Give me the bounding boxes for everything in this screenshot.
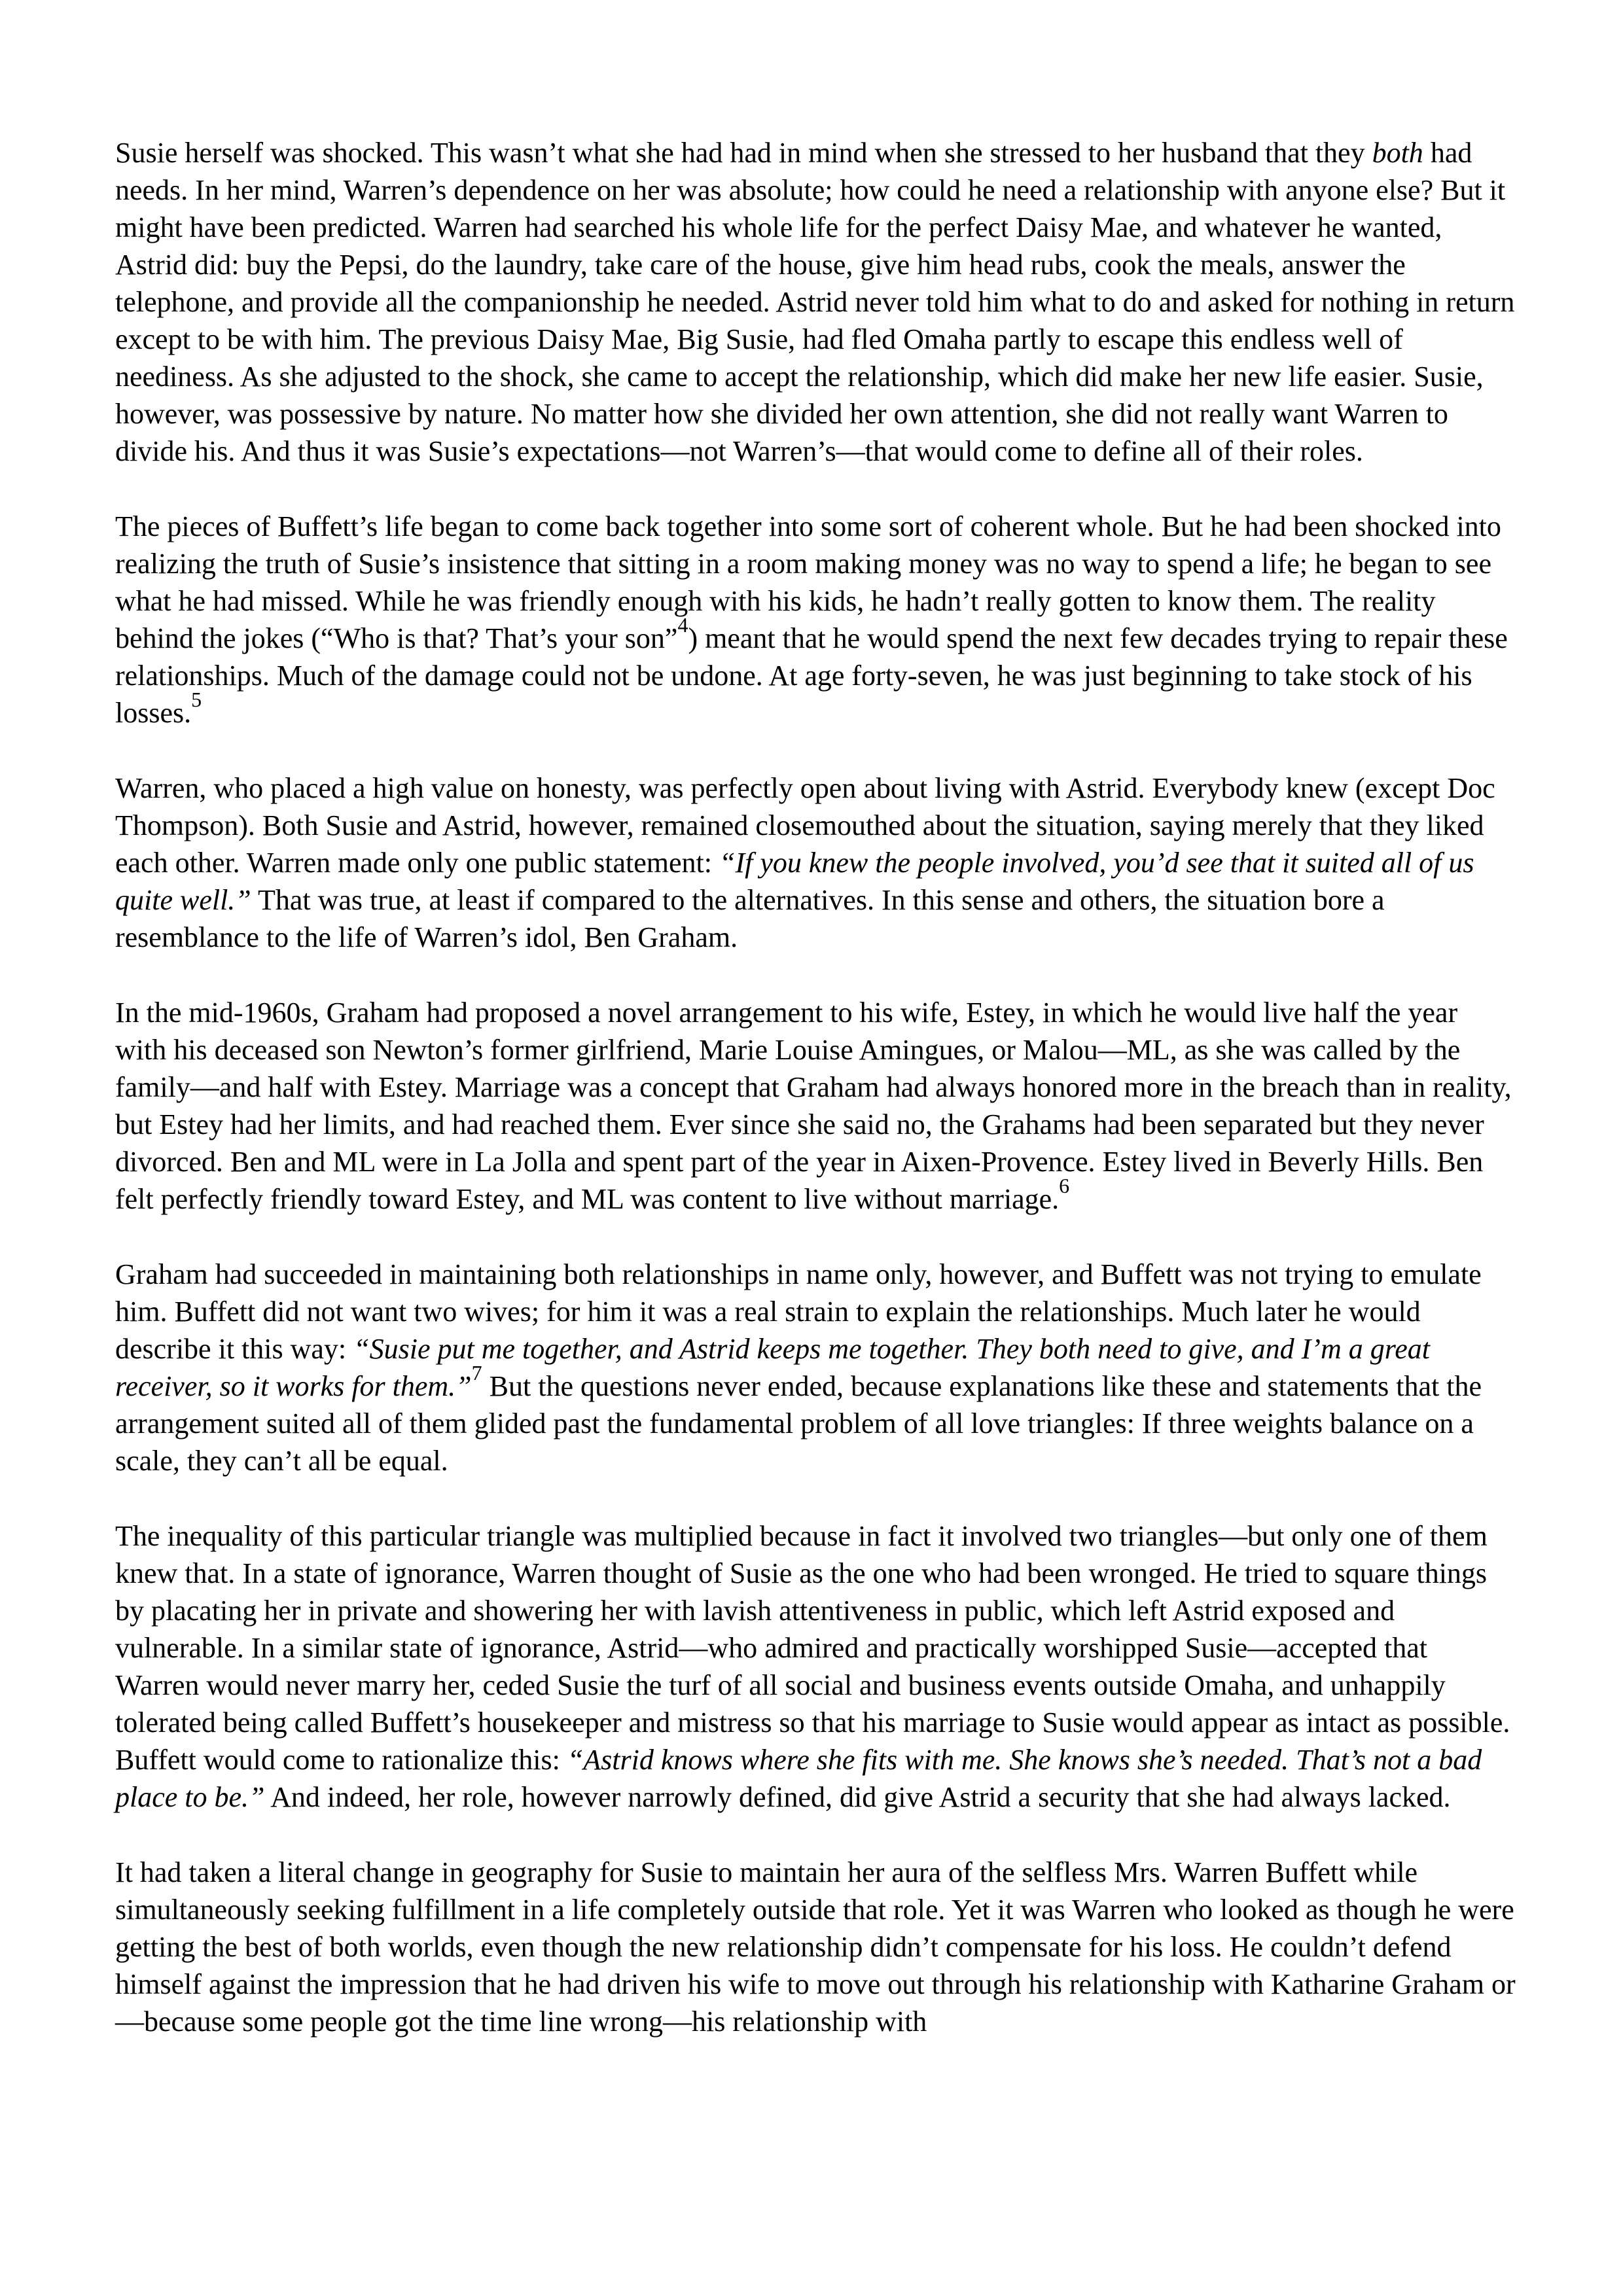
body-paragraph xyxy=(115,1854,1516,2040)
text-run: And indeed, her role, however narrowly defined, did give Astrid a security that she had always lacked. xyxy=(264,1781,1451,1813)
body-paragraph xyxy=(115,994,1516,1218)
text-run: Warren, who placed a high value on honesty, was perfectly open about living with Astrid. Everybody knew (except Doc Thompson). Both Susie and Astrid, however, remained closemouthed about the situation, saying merely that they liked each other. Warren made only one public statement: xyxy=(115,772,1495,879)
text-run: That was true, at least if compared to the alternatives. In this sense and others, the situation bore a resemblance to the life of Warren’s idol, Ben Graham. xyxy=(115,884,1385,953)
body-paragraph xyxy=(115,1256,1516,1479)
footnote-marker: 4 xyxy=(677,613,688,637)
footnote-marker: 5 xyxy=(191,688,202,711)
text-run: Susie herself was shocked. This wasn’t what she had had in mind when she stressed to her husband that they xyxy=(115,137,1372,169)
italic-text: both xyxy=(1372,137,1423,169)
text-run: ) meant that he would spend the next few decades trying to repair these relationships. Much of the damage could not be undone. At age forty-seven, he was just beginning to take stock of his losses. xyxy=(115,622,1508,729)
footnote-marker: 6 xyxy=(1059,1174,1070,1197)
text-run: But the questions never ended, because explanations like these and statements that the arrangement suited all of them glided past the fundamental problem of all love triangles: If three weights balance on a scale, they can’t all be equal. xyxy=(115,1370,1482,1477)
body-paragraph xyxy=(115,134,1516,470)
text-run: The pieces of Buffett’s life began to come back together into some sort of coherent whole. But he had been shocked into realizing the truth of Susie’s insistence that sitting in a room making money was no way to spend a life; he began to see what he had missed. While he was friendly enough with his kids, he hadn’t really gotten to know them. The reality behind the jokes (“Who is that? That’s your son” xyxy=(115,510,1501,654)
italic-text: “If you knew the people involved, you’d see that it suited all of us quite well.” xyxy=(115,847,1474,916)
document-page xyxy=(115,134,1516,2078)
text-run: In the mid-1960s, Graham had proposed a novel arrangement to his wife, Estey, in which he would live half the year with his deceased son Newton’s former girlfriend, Marie Louise Amingues, or Malou—ML, as she was called by the family—and half with Estey. Marriage was a concept that Graham had always honored more in the breach than in reality, but Estey had her limits, and had reached them. Ever since she said no, the Grahams had been separated but they never divorced. Ben and ML were in La Jolla and spent part of the year in Aixen-Provence. Estey lived in Beverly Hills. Ben felt perfectly friendly toward Estey, and ML was content to live without marriage. xyxy=(115,997,1512,1215)
italic-text: “Susie put me together, and Astrid keeps me together. They both need to give, and I’m a great receiver, so it works for them.” xyxy=(115,1333,1430,1402)
text-run: Graham had succeeded in maintaining both relationships in name only, however, and Buffett was not trying to emulate him. Buffett did not want two wives; for him it was a real strain to explain the relationships. Much later he would describe it this way: xyxy=(115,1258,1482,1365)
body-paragraph xyxy=(115,769,1516,956)
italic-text: “Astrid knows where she fits with me. She knows she’s needed. That’s not a bad place to be.” xyxy=(115,1744,1482,1813)
body-paragraph xyxy=(115,1517,1516,1816)
footnote-marker: 7 xyxy=(471,1361,482,1385)
body-paragraph xyxy=(115,508,1516,732)
text-run: It had taken a literal change in geography for Susie to maintain her aura of the selfless Mrs. Warren Buffett while simultaneously seeking fulfillment in a life completely outside that role. Yet it was Warren who looked as though he were getting the best of both worlds, even though the new relationship didn’t compensate for his loss. He couldn’t defend himself against the impression that he had driven his wife to move out through his relationship with Katharine Graham or—because some people got the time line wrong—his relationship with xyxy=(115,1856,1516,2038)
text-run: had needs. In her mind, Warren’s dependence on her was absolute; how could he need a relationship with anyone else? But it might have been predicted. Warren had searched his whole life for the perfect Daisy Mae, and whatever he wanted, Astrid did: buy the Pepsi, do the laundry, take care of the house, give him head rubs, cook the meals, answer the telephone, and provide all the companionship he needed. Astrid never told him what to do and asked for nothing in return except to be with him. The previous Daisy Mae, Big Susie, had fled Omaha partly to escape this endless well of neediness. As she adjusted to the shock, she came to accept the relationship, which did make her new life easier. Susie, however, was possessive by nature. No matter how she divided her own attention, she did not really want Warren to divide his. And thus it was Susie’s expectations—not Warren’s—that would come to define all of their roles. xyxy=(115,137,1515,467)
text-run: The inequality of this particular triangle was multiplied because in fact it involved two triangles—but only one of them knew that. In a state of ignorance, Warren thought of Susie as the one who had been wronged. He tried to square things by placating her in private and showering her with lavish attentiveness in public, which left Astrid exposed and vulnerable. In a similar state of ignorance, Astrid—who admired and practically worshipped Susie—accepted that Warren would never marry her, ceded Susie the turf of all social and business events outside Omaha, and unhappily tolerated being called Buffett’s housekeeper and mistress so that his marriage to Susie would appear as intact as possible. Buffett would come to rationalize this: xyxy=(115,1520,1510,1776)
